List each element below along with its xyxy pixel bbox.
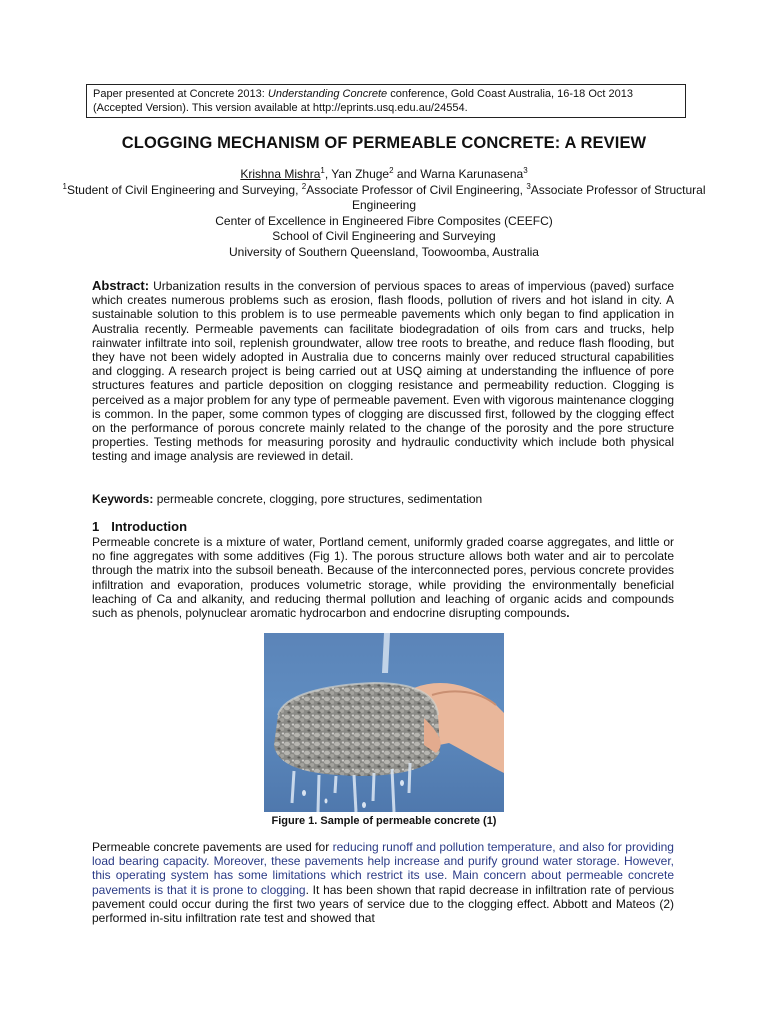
affiliation-3: Associate Professor of Structural Engineering xyxy=(351,182,706,212)
author-1: Krishna Mishra xyxy=(240,167,321,181)
para2-rest: . It has been shown that rapid decrease in infiltration rate of pervious pavement could occur during the first two years of service due to the clogging effect. Abbott and Mateos (2) performed in-situ infiltration rate test and showed that xyxy=(92,882,674,926)
figure-caption: Figure 1. Sample of permeable concrete (1) xyxy=(271,815,497,827)
aff-sup-1: 1 xyxy=(62,181,67,191)
abstract-label: Abstract: xyxy=(92,278,150,293)
abstract-text: Urbanization results in the conversion of pervious spaces to areas of impervious (paved) surface which creates numerous problems such as erosion, flash floods, pollution of rivers and hot island in city. A sustainable solution to this problem is to use permeable pavements which only began to find application in Australia recently. Permeable pavements can facilitate biodegradation of oils from cars and trucks, help rainwater infiltrate into soil, replenish groundwater, allow tree roots to breathe, and reduce flash flooding, but they have not been widely adopted in Australia due to concerns mainly over reduced structural capabilities and clogging. A research project is being carried out at USQ aiming at understanding the influence of pore structures features and particle deposition on clogging resistance and permeability reduction. Clogging is perceived as a major problem for any type of permeable pavement. Even with vigorous maintenance clogging is common. In the paper, some common types of clogging are discussed first, followed by the clogging effect on the performance of porous concrete mainly related to the change of the porosity and the pore structure properties. Testing methods for measuring porosity and hydraulic conductivity which include both physical testing and image analysis are reviewed in detail. xyxy=(92,279,674,464)
author-line xyxy=(60,167,708,183)
author-1-sup: 1 xyxy=(320,166,325,175)
keywords xyxy=(92,492,674,506)
intro-end: . xyxy=(566,606,570,621)
intro-paragraph-2 xyxy=(92,840,674,925)
keywords-text: permeable concrete, clogging, pore structures, sedimentation xyxy=(153,492,483,506)
para2-start: Permeable concrete pavements are used for xyxy=(92,840,333,854)
notice-prefix: Paper presented at Concrete 2013: xyxy=(93,88,268,100)
author-3-sup: 3 xyxy=(523,166,528,175)
keywords-label: Keywords: xyxy=(92,492,154,506)
figure-photo xyxy=(264,633,504,812)
affiliation-line-1 xyxy=(60,183,708,214)
notice-rest: conference, Gold Coast Australia, 16-18 Oct 2013 (Accepted Version). This version available at http://eprints.usq.edu.au/24554. xyxy=(93,88,633,114)
section-heading xyxy=(92,519,187,534)
intro-paragraph xyxy=(92,535,674,620)
author-2-sup: 2 xyxy=(389,166,394,175)
intro-text: Permeable concrete is a mixture of water, Portland cement, uniformly graded coarse aggregates, and little or no fine aggregates with some additives (Fig 1). The porous structure allows both water and air to percolate through the matrix into the subsoil beneath. Because of the interconnected pores, pervious concrete provides infiltration and evaporation, produces volumetric storage, while providing the environmentally beneficial leaching of Ca and alkanity, and reducing thermal pollution and leaching of organic acids and compounds such as phenols, polynuclear aromatic hydrocarbon and endocrine disrupting compounds xyxy=(92,535,674,621)
affiliation-1: Student of Civil Engineering and Surveying, xyxy=(66,182,302,197)
aff-sup-3: 3 xyxy=(526,181,531,191)
section-number: 1 xyxy=(92,519,100,534)
para2-highlight: reducing runoff and pollution temperature, and also for providing load bearing capacity. Moreover, these pavements help increase and purify ground water storage. However, this operating system has some limitations which restrict its use. Main concern about permeable concrete pavements is that it is prone to clogging xyxy=(92,840,674,897)
author-3: and Warna Karunasena xyxy=(393,167,524,181)
concrete-sample-illustration xyxy=(264,633,504,812)
affiliation-line-2: Center of Excellence in Engineered Fibre Composites (CEEFC) xyxy=(215,213,553,228)
aff-sup-2: 2 xyxy=(301,181,307,191)
notice-conference: Understanding Concrete xyxy=(267,88,388,100)
section-title: Introduction xyxy=(111,519,188,534)
author-2: , Yan Zhuge xyxy=(324,167,390,181)
publication-notice xyxy=(86,84,686,118)
affiliation-line-3: School of Civil Engineering and Surveying xyxy=(272,229,496,243)
paper-title: CLOGGING MECHANISM OF PERMEABLE CONCRETE: A REVIEW xyxy=(121,134,647,152)
affiliation-2: Associate Professor of Civil Engineering, xyxy=(306,182,527,197)
abstract xyxy=(92,279,674,464)
authors-block xyxy=(60,167,708,260)
affiliation-line-4: University of Southern Queensland, Toowoomba, Australia xyxy=(229,244,539,259)
